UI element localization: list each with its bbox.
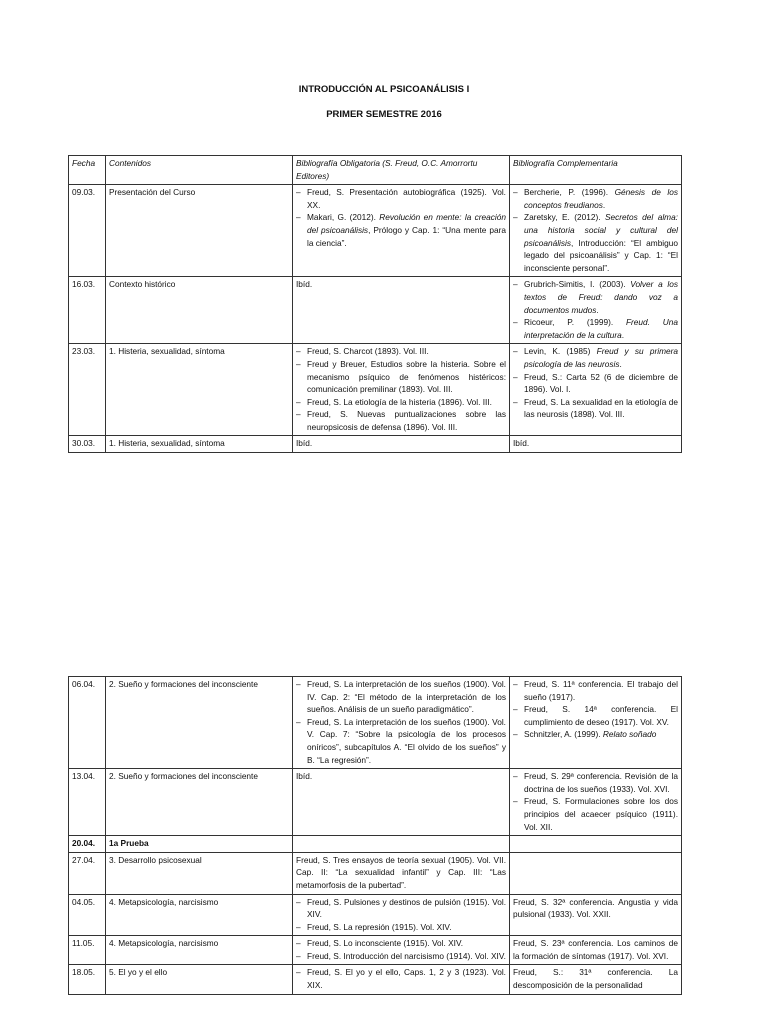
table-header-row: [69, 156, 682, 185]
bibliography-item: [296, 966, 506, 991]
citation-text: Freud, S. Presentación autobiográfica (1925). Vol. XX.: [307, 187, 506, 210]
citation-text: Freud, S. La etiología de la histeria (1896). Vol. III.: [307, 396, 492, 407]
table-row: [69, 936, 682, 965]
obligatoria-text: Ibíd.: [296, 438, 313, 449]
bibliography-item: [296, 345, 506, 358]
bibliography-item: [513, 186, 678, 211]
cell-contenidos: 1. Histeria, sexualidad, síntoma: [106, 344, 293, 436]
bibliography-item: [296, 396, 506, 409]
obligatoria-list: [296, 937, 506, 962]
cell-bibliografia-complementaria: [510, 344, 682, 436]
citation-text: Freud, S. La interpretación de los sueños (1900). Vol. IV. Cap. 2: “El método de la interpretación de los sueños. Análisis de un sueño paradigmático”.: [307, 679, 506, 715]
table-row: [69, 852, 682, 894]
citation-text: .: [619, 358, 622, 369]
citation-text: Freud, S. La interpretación de los sueños (1900). Vol. V. Cap. 7: “Sobre la psicología de los procesos oníricos”, subcapítulos A. “El olvido de los sueños” y B. “La regresión”.: [307, 716, 506, 765]
citation-text: Freud, S. 11ª conferencia. El trabajo del sueño (1917).: [524, 679, 678, 702]
cell-fecha: 18.05.: [69, 965, 106, 994]
citation-text: .: [596, 304, 599, 315]
document-subtitle: PRIMER SEMESTRE 2016: [326, 109, 442, 120]
obligatoria-list: [296, 966, 506, 991]
citation-text: Zaretsky, E. (2012).: [524, 212, 605, 223]
citation-text: Freud, S. La represión (1915). Vol. XIV.: [307, 921, 452, 932]
bibliography-item: [513, 345, 678, 370]
complementaria-list: [513, 278, 678, 341]
citation-text: Grubrich-Simitis, I. (2003).: [524, 279, 631, 290]
cell-bibliografia-obligatoria: [293, 277, 510, 344]
cell-contenidos: 1. Histeria, sexualidad, síntoma: [106, 436, 293, 453]
cell-bibliografia-obligatoria: [293, 936, 510, 965]
citation-text: Freud, S.: Carta 52 (6 de diciembre de 1896). Vol. I.: [524, 371, 678, 395]
citation-text: Freud, S. Formulaciones sobre los dos principios del acaecer psíquico (1911). Vol. XII.: [524, 796, 678, 832]
citation-text: .: [621, 329, 625, 340]
bibliography-item: [513, 678, 678, 703]
citation-text: Freud, S. El yo y el ello, Caps. 1, 2 y 3 (1923). Vol. XIX.: [307, 967, 506, 991]
table-row: [69, 965, 682, 994]
cell-bibliografia-obligatoria: [293, 769, 510, 836]
citation-text: Freud, S. Pulsiones y destinos de pulsión (1915). Vol. XIV.: [307, 896, 506, 920]
bibliography-item: [513, 703, 678, 728]
obligatoria-list: [296, 345, 506, 433]
cell-contenidos: Presentación del Curso: [106, 185, 293, 277]
cell-bibliografia-obligatoria: [293, 344, 510, 436]
bibliography-item: [513, 795, 678, 833]
complementaria-text: Ibíd.: [513, 438, 530, 449]
work-title: Secretos del alma: una historia social y cultural del psicoanálisis: [524, 212, 678, 248]
complementaria-list: [513, 345, 678, 421]
bibliography-item: [513, 211, 678, 274]
table-row: [69, 185, 682, 277]
citation-text: Makari, G. (2012).: [307, 212, 380, 223]
table-row: [69, 769, 682, 836]
cell-bibliografia-complementaria: [510, 185, 682, 277]
cell-bibliografia-obligatoria: [293, 436, 510, 453]
cell-fecha: 27.04.: [69, 852, 106, 894]
citation-text: , Introducción: “El ambiguo legado del psicoanálisis” y Cap. 1: “El inconsciente personal”.: [524, 237, 678, 273]
cell-contenidos: 5. El yo y el ello: [106, 965, 293, 994]
complementaria-list: [513, 186, 678, 274]
bibliography-item: [296, 408, 506, 433]
cell-contenidos: 4. Metapsicología, narcisismo: [106, 894, 293, 936]
bibliography-item: [513, 316, 678, 341]
cell-fecha: 16.03.: [69, 277, 106, 344]
cell-bibliografia-complementaria: [510, 677, 682, 769]
complementaria-list: [513, 770, 678, 833]
bibliography-item: [296, 678, 506, 716]
citation-text: Freud, S. Introducción del narcisismo (1914). Vol. XIV.: [307, 950, 506, 961]
citation-text: Freud, S. Charcot (1893). Vol. III.: [307, 346, 429, 357]
obligatoria-text: Ibíd.: [296, 279, 313, 290]
work-title: Volver a los textos de Freud: dando voz a documentos mudos: [524, 279, 678, 315]
table-row: [69, 677, 682, 769]
citation-text: Freud, S. 14ª conferencia. El cumplimiento de deseo (1917). Vol. XV.: [524, 704, 678, 727]
schedule-table-page-1: [68, 155, 682, 453]
cell-contenidos: 3. Desarrollo psicosexual: [106, 852, 293, 894]
obligatoria-list: [296, 678, 506, 766]
work-title: Freud. Una interpretación de la cultura: [524, 317, 678, 340]
obligatoria-text: Ibíd.: [296, 771, 313, 782]
cell-contenidos: 2. Sueño y formaciones del inconsciente: [106, 677, 293, 769]
citation-text: Ricoeur, P. (1999).: [524, 317, 626, 328]
cell-bibliografia-obligatoria: [293, 677, 510, 769]
work-title: Relato soñado: [602, 729, 657, 740]
bibliography-item: [296, 358, 506, 396]
cell-bibliografia-obligatoria: [293, 894, 510, 936]
cell-fecha: 23.03.: [69, 344, 106, 436]
complementaria-text: Freud, S.: 31ª conferencia. La descomposición de la personalidad: [513, 967, 678, 991]
header-bibliografia-complementaria: Bibliografía Complementaria: [510, 156, 682, 185]
obligatoria-list: [296, 896, 506, 934]
cell-fecha: 04.05.: [69, 894, 106, 936]
cell-bibliografia-complementaria: [510, 965, 682, 994]
bibliography-item: [296, 921, 506, 934]
bibliography-item: [513, 728, 678, 741]
bibliography-item: [296, 211, 506, 249]
bibliography-item: [296, 716, 506, 766]
table-row: [69, 436, 682, 453]
cell-bibliografia-complementaria: [510, 852, 682, 894]
header-contenidos: Contenidos: [106, 156, 293, 185]
cell-fecha: 09.03.: [69, 185, 106, 277]
complementaria-text: Freud, S. 23ª conferencia. Los caminos de la formación de síntomas (1917). Vol. XVI.: [513, 938, 678, 961]
cell-contenidos: Contexto histórico: [106, 277, 293, 344]
cell-fecha: 06.04.: [69, 677, 106, 769]
citation-text: Freud, S. Lo inconsciente (1915). Vol. XIV.: [307, 938, 464, 949]
header-fecha: Fecha: [69, 156, 106, 185]
cell-bibliografia-complementaria: [510, 936, 682, 965]
obligatoria-list: [296, 186, 506, 249]
citation-text: Schnitzler, A. (1999).: [524, 729, 603, 740]
cell-bibliografia-obligatoria: [293, 852, 510, 894]
citation-text: Freud, S. Nuevas puntualizaciones sobre las neuropsicosis de defensa (1896). Vol. III.: [307, 409, 506, 432]
cell-bibliografia-obligatoria: [293, 185, 510, 277]
citation-text: , Prólogo y Cap. 1: “Una mente para la ciencia”.: [307, 224, 506, 248]
citation-text: Freud, S. 29ª conferencia. Revisión de la doctrina de los sueños (1933). Vol. XVI.: [524, 771, 678, 794]
cell-bibliografia-obligatoria: [293, 836, 510, 853]
cell-bibliografia-complementaria: [510, 277, 682, 344]
obligatoria-text: Freud, S. Tres ensayos de teoría sexual (1905). Vol. VII. Cap. II: “La sexualidad infantil” y Cap. III: “Las metamorfosis de la pubertad”.: [296, 854, 506, 890]
cell-fecha: 30.03.: [69, 436, 106, 453]
complementaria-list: [513, 678, 678, 741]
cell-contenidos: 4. Metapsicología, narcisismo: [106, 936, 293, 965]
citation-text: Levin, K. (1985): [524, 346, 597, 357]
cell-bibliografia-complementaria: [510, 436, 682, 453]
citation-text: Freud y Breuer, Estudios sobre la histeria. Sobre el mecanismo psíquico de fenómenos histéricos: comunicación premilinar (1893). Vol. III.: [307, 358, 506, 395]
table-row: [69, 277, 682, 344]
cell-contenidos: 1a Prueba: [106, 836, 293, 853]
cell-bibliografia-complementaria: [510, 769, 682, 836]
cell-bibliografia-complementaria: [510, 836, 682, 853]
cell-fecha: 11.05.: [69, 936, 106, 965]
citation-text: .: [602, 199, 606, 210]
cell-fecha: 20.04.: [69, 836, 106, 853]
schedule-table-page-2: [68, 676, 682, 995]
cell-bibliografia-obligatoria: [293, 965, 510, 994]
work-title: Revolución en mente: la creación del psicoanálisis: [307, 212, 506, 235]
bibliography-item: [513, 396, 678, 421]
citation-text: Bercherie, P. (1996).: [524, 187, 615, 198]
work-title: Génesis de los conceptos freudianos: [524, 187, 678, 210]
cell-contenidos: 2. Sueño y formaciones del inconsciente: [106, 769, 293, 836]
cell-bibliografia-complementaria: [510, 894, 682, 936]
header-bibliografia-obligatoria: Bibliografía Obligatoria (S. Freud, O.C. Amorrortu Editores): [293, 156, 510, 185]
bibliography-item: [513, 770, 678, 795]
complementaria-text: Freud, S. 32ª conferencia. Angustia y vida pulsional (1933). Vol. XXII.: [513, 896, 678, 920]
citation-text: Freud, S. La sexualidad en la etiología de las neurosis (1898). Vol. III.: [524, 396, 678, 420]
bibliography-item: [296, 896, 506, 921]
bibliography-item: [296, 937, 506, 950]
work-title: Freud y su primera psicología de las neurosis: [524, 346, 678, 369]
table-row: [69, 344, 682, 436]
bibliography-item: [513, 371, 678, 396]
document-title: INTRODUCCIÓN AL PSICOANÁLISIS I: [298, 84, 470, 95]
table-row: [69, 836, 682, 853]
table-row: [69, 894, 682, 936]
bibliography-item: [513, 278, 678, 316]
bibliography-item: [296, 950, 506, 963]
bibliography-item: [296, 186, 506, 211]
cell-fecha: 13.04.: [69, 769, 106, 836]
